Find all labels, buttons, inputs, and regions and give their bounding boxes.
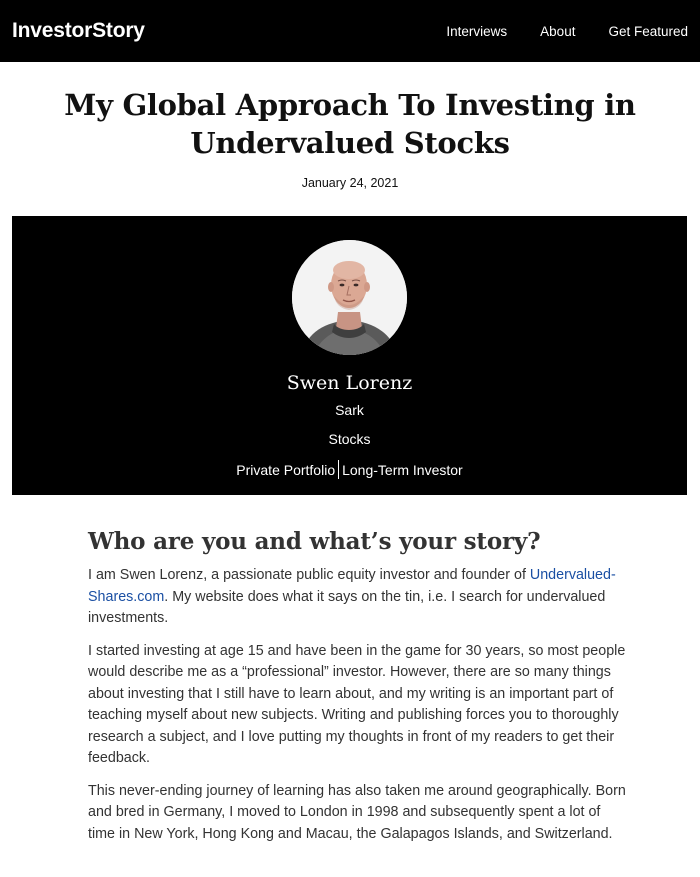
author-asset-class: Stocks bbox=[328, 431, 371, 447]
site-logo[interactable]: InvestorStory bbox=[12, 19, 145, 42]
author-avatar bbox=[292, 240, 407, 355]
paragraph-experience: I started investing at age 15 and have been in the game for 30 years, so most people would describe me as a “professional” investor. However, there are so many things about investing that I still have to learn about, and my writing is an important part of teaching myself about new subjects. Writing and publishing forces you to thoroughly research a subject, and I love putting my thoughts in front of my readers to get their feedback. bbox=[88, 642, 626, 766]
section-heading: Who are you and what’s your story? bbox=[88, 528, 541, 555]
intro-text-start: I am Swen Lorenz, a passionate public equity investor and founder of bbox=[88, 567, 530, 583]
intro-text-end: . My website does what it says on the tin, i.e. I search for undervalued investments. bbox=[88, 588, 606, 626]
main-nav bbox=[413, 24, 688, 39]
author-name: Swen Lorenz bbox=[286, 372, 413, 394]
type-separator bbox=[338, 460, 339, 479]
paragraph-travel: This never-ending journey of learning has also taken me around geographically. Born and bred in Germany, I moved to London in 1998 and subsequently spent a lot of time in New York, Hong Kong and Macau, the Galapagos Islands, and Switzerland. bbox=[88, 782, 626, 842]
investor-type-portfolio: Private Portfolio bbox=[236, 462, 336, 478]
article-title: My Global Approach To Investing in Undervalued Stocks bbox=[64, 88, 636, 160]
investor-type-horizon: Long-Term Investor bbox=[342, 462, 463, 478]
article-date: January 24, 2021 bbox=[301, 176, 399, 190]
author-location: Sark bbox=[335, 402, 364, 418]
top-navigation-bar bbox=[0, 0, 700, 62]
nav-link-interviews[interactable]: Interviews bbox=[446, 23, 508, 39]
paragraph-intro bbox=[88, 565, 628, 630]
author-profile-card bbox=[12, 216, 687, 495]
nav-link-get-featured[interactable]: Get Featured bbox=[608, 23, 688, 39]
author-portrait-icon bbox=[292, 240, 407, 355]
article-body bbox=[88, 528, 628, 856]
author-investor-type bbox=[12, 460, 687, 479]
nav-link-about[interactable]: About bbox=[540, 23, 576, 39]
undervalued-shares-link[interactable]: Undervalued-Shares.com bbox=[88, 567, 616, 605]
